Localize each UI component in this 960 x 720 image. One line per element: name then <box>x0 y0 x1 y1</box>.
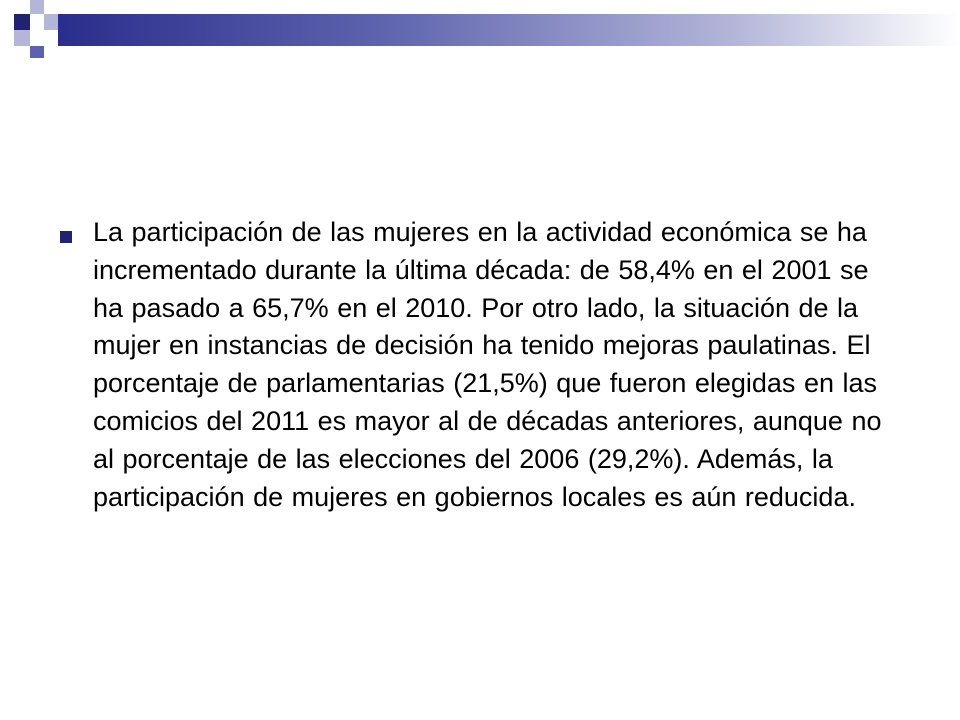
slide-body <box>60 214 890 516</box>
header-gradient-bar <box>58 14 960 46</box>
bullet-item <box>60 214 890 516</box>
deco-square-light <box>30 0 44 14</box>
deco-square-dark <box>14 14 30 30</box>
deco-square-mid <box>30 46 44 58</box>
deco-square-light <box>44 14 58 30</box>
deco-square-light <box>14 30 30 46</box>
header-decoration <box>0 0 960 60</box>
bullet-text: La participación de las mujeres en la actividad económica se ha incrementado durante la última década: de 58,4% en el 2001 se ha pasado a 65,7% en el 2010. Por otro lado, la situación de la mujer en instancias de decisión ha tenido mejoras paulatinas. El porcentaje de parlamentarias (21,5%) que fueron elegidas en las comicios del 2011 es mayor al de décadas anteriores, aunque no al porcentaje de las elecciones del 2006 (29,2%). Además, la participación de mujeres en gobiernos locales es aún reducida. <box>93 217 882 512</box>
square-bullet-icon <box>60 231 72 243</box>
